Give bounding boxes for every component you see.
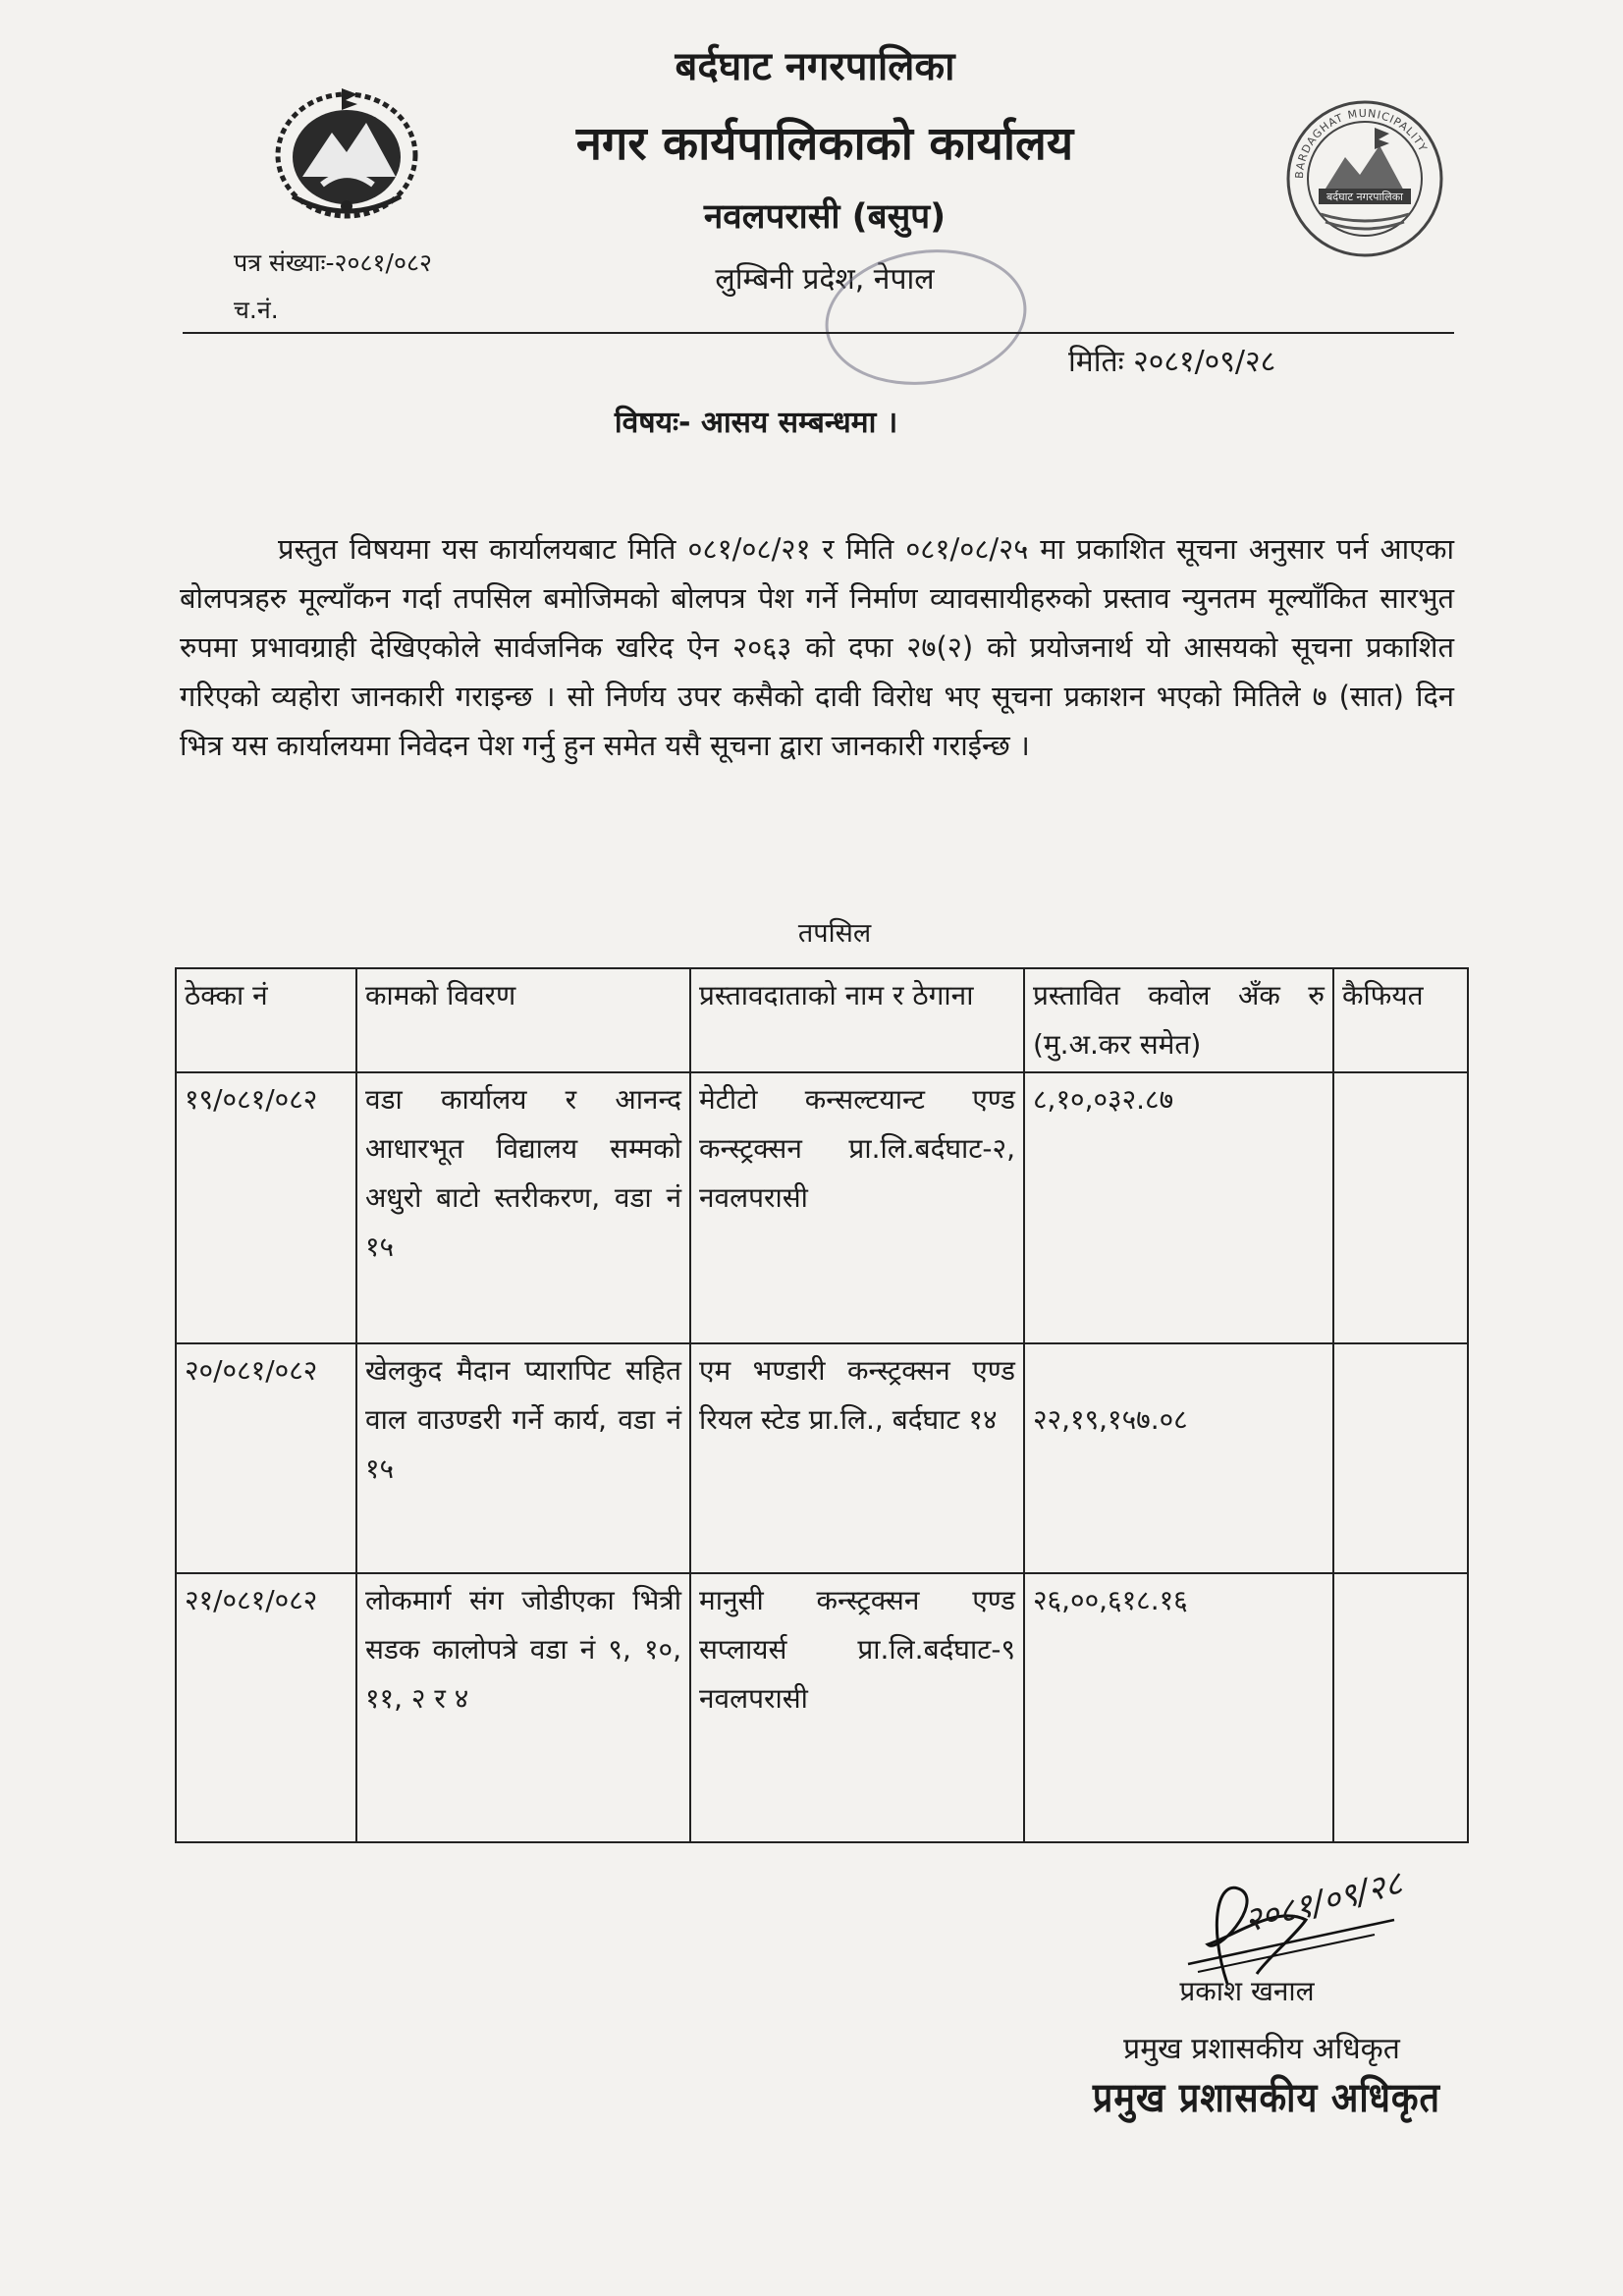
cell-contract-no: २०/०८१/०८२ — [176, 1343, 356, 1573]
cell-contract-no: २१/०८१/०८२ — [176, 1573, 356, 1842]
cell-contract-no: १९/०८१/०८२ — [176, 1072, 356, 1343]
cell-bidder: एम भण्डारी कन्स्ट्रक्सन एण्ड रियल स्टेड प्रा.लि., बर्दघाट १४ — [690, 1343, 1024, 1573]
table-row — [176, 1573, 1468, 1842]
signatory-title-stamp: प्रमुख प्रशासकीय अधिकृत — [1092, 2075, 1441, 2122]
cell-remarks — [1333, 1072, 1468, 1343]
cell-work: वडा कार्यालय र आनन्द आधारभूत विद्यालय सम्मको अधुरो बाटो स्तरीकरण, वडा नं १५ — [356, 1072, 690, 1343]
bid-table — [175, 967, 1469, 1843]
header-line-province: लुम्बिनी प्रदेश, नेपाल — [715, 262, 935, 297]
col-header-contract-no: ठेक्का नं — [176, 968, 356, 1072]
header-divider — [183, 332, 1454, 334]
cell-bidder: मेटीटो कन्सल्टयान्ट एण्ड कन्स्ट्रक्सन प्रा.लि.बर्दघाट-२, नवलपरासी — [690, 1072, 1024, 1343]
signatory-name: प्रकाश खनाल — [1179, 1975, 1315, 2007]
cell-remarks — [1333, 1343, 1468, 1573]
table-title: तपसिल — [797, 918, 872, 949]
cell-amount: २६,००,६१८.१६ — [1024, 1573, 1333, 1842]
letter-body: प्रस्तुत विषयमा यस कार्यालयबाट मिति ०८१/०८/२१ र मिति ०८१/०८/२५ मा प्रकाशित सूचना अनुसार पर्न आएका बोलपत्रहरु मूल्याँकन गर्दा तपसिल बमोजिमको बोलपत्र पेश गर्ने निर्माण व्यावसायीहरुको प्रस्ताव न्युनतम मूल्याँकित सारभुत रुपमा प्रभावग्राही देखिएकोले सार्वजनिक खरिद ऐन २०६३ को दफा २७(२) को प्रयोजनार्थ यो आसयको सूचना प्रकाशित गरिएको व्यहोरा जानकारी गराइन्छ । सो निर्णय उपर कसैको दावी विरोध भए सूचना प्रकाशन भएको मितिले ७ (सात) दिन भित्र यस कार्यालयमा निवेदन पेश गर्नु हुन समेत यसै सूचना द्वारा जानकारी गराईन्छ । — [180, 532, 1454, 762]
municipality-logo — [1281, 98, 1448, 260]
nepal-emblem-icon — [263, 79, 430, 226]
cell-remarks — [1333, 1573, 1468, 1842]
signature-date: २०८१/०९/२८ — [1240, 1863, 1407, 1941]
header-line-district: नवलपरासी (बसुप) — [703, 197, 947, 237]
cell-bidder: मानुसी कन्स्ट्रक्सन एण्ड सप्लायर्स प्रा.लि.बर्दघाट-९ नवलपरासी — [690, 1573, 1024, 1842]
col-header-remarks: कैफियत — [1333, 968, 1468, 1072]
table-row — [176, 1072, 1468, 1343]
col-header-bidder: प्रस्तावदाताको नाम र ठेगाना — [690, 968, 1024, 1072]
table-row — [176, 1343, 1468, 1573]
signatory-title: प्रमुख प्रशासकीय अधिकृत — [1123, 2032, 1400, 2066]
cell-amount: २२,१९,१५७.०८ — [1024, 1343, 1333, 1573]
col-header-amount: प्रस्तावित कवोल अँक रु (मु.अ.कर समेत) — [1024, 968, 1333, 1072]
letter-subject: विषयः- आसय सम्बन्धमा । — [614, 406, 898, 440]
cell-amount: ८,१०,०३२.८७ — [1024, 1072, 1333, 1343]
col-header-work-description: कामको विवरण — [356, 968, 690, 1072]
cell-work: लोकमार्ग संग जोडीएका भित्री सडक कालोपत्रे वडा नं ९, १०, ११, २ र ४ — [356, 1573, 690, 1842]
header-line-office: नगर कार्यपालिकाको कार्यालय — [575, 117, 1074, 171]
dispatch-number: च.नं. — [234, 296, 279, 324]
cell-work: खेलकुद मैदान प्यारापिट सहित वाल वाउण्डरी गर्ने कार्य, वडा नं १५ — [356, 1343, 690, 1573]
logo-banner-text: बर्दघाट नगरपालिका — [1325, 191, 1404, 203]
table-header-row — [176, 968, 1468, 1072]
header-line-municipality: बर्दघाट नगरपालिका — [675, 44, 955, 89]
logo-ring-text: BARDAGHAT MUNICIPALITY — [1292, 106, 1431, 180]
letter-date: मितिः २०८१/०९/२८ — [1068, 345, 1276, 379]
letter-number: पत्र संख्याः-२०८१/०८२ — [234, 248, 432, 277]
